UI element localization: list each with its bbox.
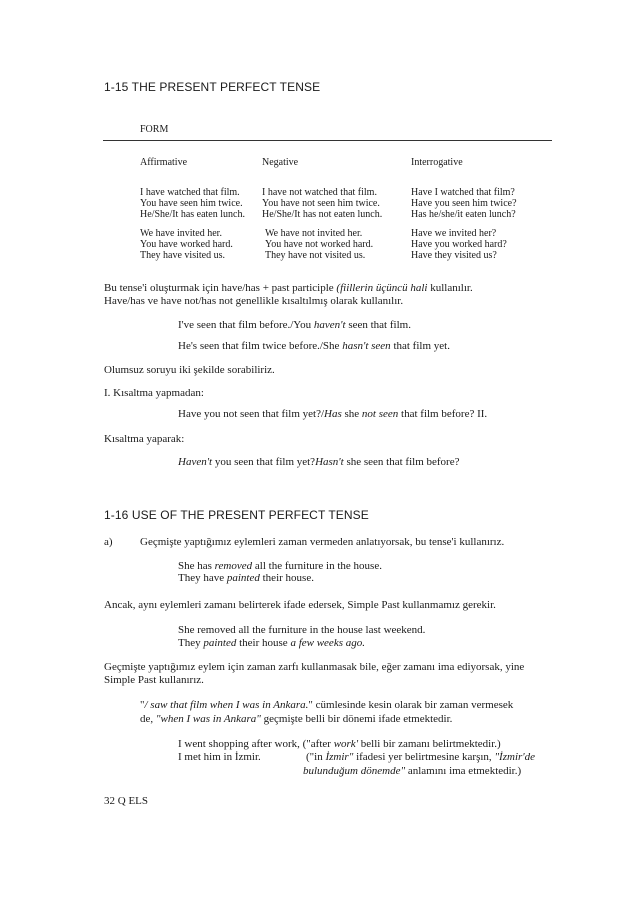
example-sentence: I've seen that film before./You haven't seen that film. <box>178 319 411 331</box>
example-sentence: She removed all the furniture in the house last weekend. <box>178 624 426 636</box>
negative-cell: They have not visited us. <box>265 250 366 261</box>
quote-line: "/ saw that film when I was in Ankara." cümlesinde kesin olarak bir zaman vermesek <box>140 699 514 711</box>
column-header-negative: Negative <box>262 157 299 168</box>
negative-cell: You have not seen him twice. <box>262 198 380 209</box>
item-label: a) <box>104 536 113 548</box>
interrogative-cell: Has he/she/it eaten lunch? <box>411 209 516 220</box>
paragraph-line: Ancak, aynı eylemleri zamanı belirterek ifade edersek, Simple Past kullanmamız gerekir. <box>104 599 496 611</box>
paragraph-line: Olumsuz soruyu iki şekilde sorabiliriz. <box>104 364 275 376</box>
form-label: FORM <box>140 124 169 135</box>
example-sentence: Have you not seen that film yet?/Has she not seen that film before? II. <box>178 408 488 420</box>
column-header-interrogative: Interrogative <box>411 157 463 168</box>
affirmative-cell: They have visited us. <box>140 250 225 261</box>
interrogative-cell: Have we invited her? <box>411 228 497 239</box>
affirmative-cell: I have watched that film. <box>140 187 240 198</box>
section-heading-1-16: 1-16 USE OF THE PRESENT PERFECT TENSE <box>104 508 369 522</box>
column-header-affirmative: Affirmative <box>140 157 188 168</box>
form-divider <box>103 140 552 141</box>
paragraph-line: Kısaltma yaparak: <box>104 433 185 445</box>
explanation-line: Have/has ve have not/has not genellikle kısaltılmış olarak kullanılır. <box>104 295 404 307</box>
example-note: ("in İzmir" ifadesi yer belirtmesine karşın, "İzmir'de <box>306 751 536 763</box>
interrogative-cell: Have you seen him twice? <box>411 198 517 209</box>
explanation-line: Bu tense'i oluşturmak için have/has + past participle (fiillerin üçüncü hali kullanılır. <box>104 282 473 294</box>
item-text: Geçmişte yaptığımız eylemleri zaman vermeden anlatıyorsak, bu tense'i kullanırız. <box>140 536 505 548</box>
example-sentence: Haven't you seen that film yet?Hasn't she seen that film before? <box>178 456 460 468</box>
quote-line: de, "when I was in Ankara" geçmişte belli bir dönemi ifade etmektedir. <box>140 713 453 725</box>
example-sentence: They painted their house a few weeks ago. <box>178 637 365 649</box>
interrogative-cell: Have they visited us? <box>411 250 497 261</box>
section-heading-1-15: 1-15 THE PRESENT PERFECT TENSE <box>104 80 321 94</box>
example-note: bulunduğum dönemde" anlamını ima etmektedir.) <box>303 765 522 777</box>
interrogative-cell: Have I watched that film? <box>411 187 515 198</box>
interrogative-cell: Have you worked hard? <box>411 239 507 250</box>
negative-cell: We have not invited her. <box>265 228 363 239</box>
example-sentence: He's seen that film twice before./She hasn't seen that film yet. <box>178 340 450 352</box>
example-sentence: I met him in İzmir. <box>178 751 261 763</box>
paragraph-line: Geçmişte yaptığımız eylem için zaman zarfı kullanmasak bile, eğer zamanı ima ediyorsak, yine <box>104 661 525 673</box>
affirmative-cell: You have seen him twice. <box>140 198 243 209</box>
negative-cell: You have not worked hard. <box>265 239 374 250</box>
paragraph-line: I. Kısaltma yapmadan: <box>104 387 204 399</box>
page-footer: 32 Q ELS <box>104 795 148 807</box>
negative-cell: He/She/It has not eaten lunch. <box>262 209 383 220</box>
example-sentence: She has removed all the furniture in the house. <box>178 560 382 572</box>
negative-cell: I have not watched that film. <box>262 187 377 198</box>
affirmative-cell: We have invited her. <box>140 228 222 239</box>
affirmative-cell: He/She/It has eaten lunch. <box>140 209 245 220</box>
example-sentence: I went shopping after work, ("after work' belli bir zamanı belirtmektedir.) <box>178 738 501 750</box>
example-sentence: They have painted their house. <box>178 572 314 584</box>
paragraph-line: Simple Past kullanırız. <box>104 674 204 686</box>
affirmative-cell: You have worked hard. <box>140 239 233 250</box>
